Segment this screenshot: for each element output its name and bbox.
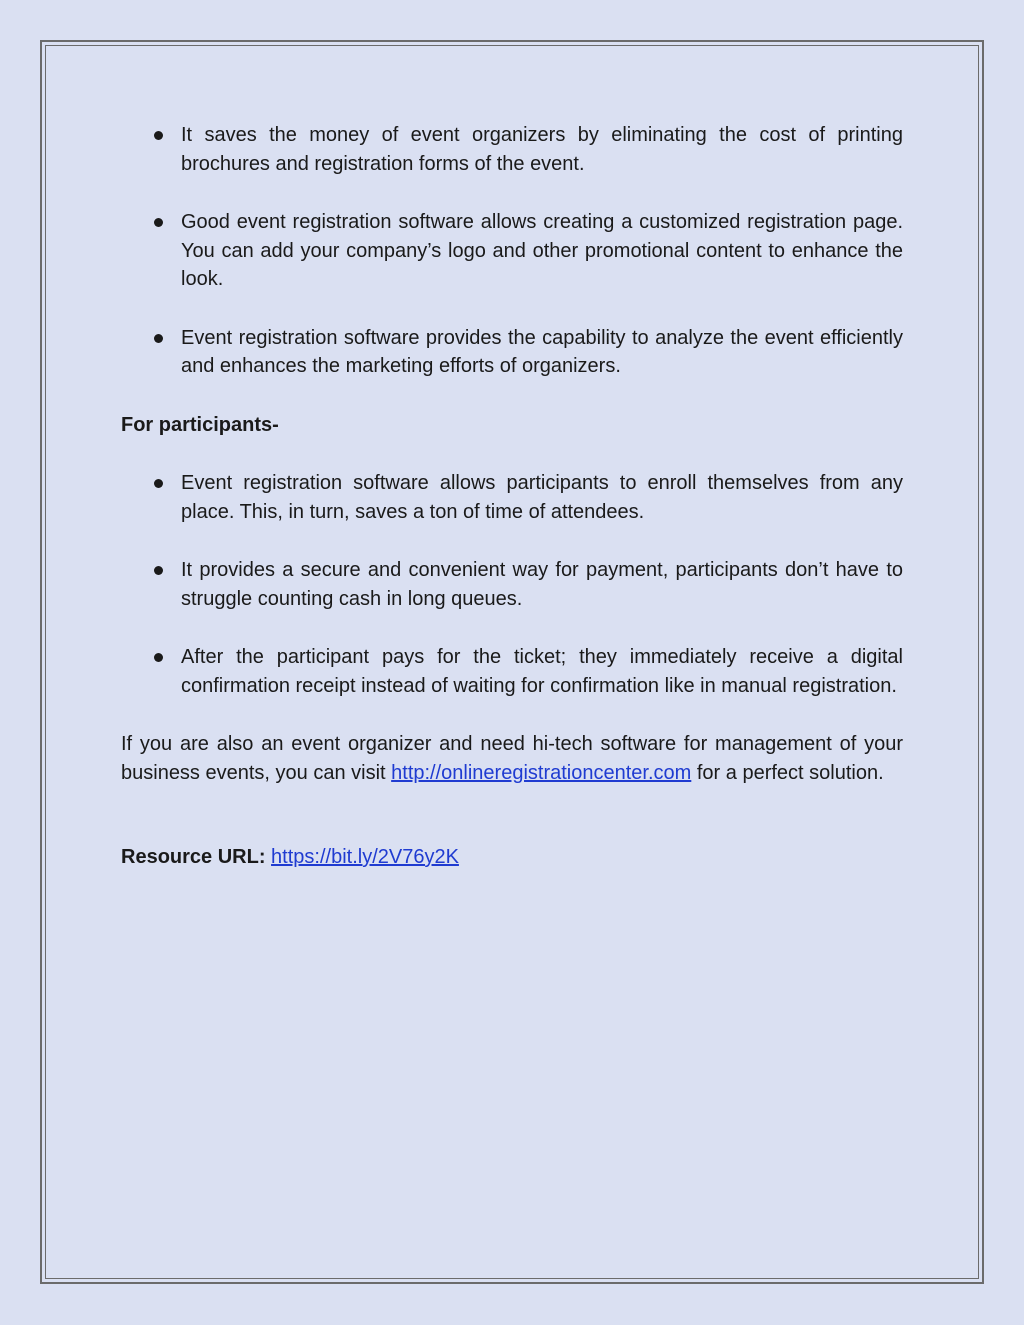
resource-label: Resource URL: [121, 846, 266, 868]
bullet-icon [154, 218, 163, 227]
participants-heading: For participants- [121, 413, 279, 436]
list-item [121, 643, 903, 700]
bullet-text: It saves the money of event organizers by eliminating the cost of printing brochures and registration forms of the event. [181, 124, 903, 175]
list-item [121, 469, 903, 526]
bullet-icon [154, 131, 163, 140]
bullet-icon [154, 653, 163, 662]
organizer-bullet-list [121, 121, 903, 381]
resource-line [121, 843, 903, 872]
registration-center-link[interactable]: http://onlineregistrationcenter.com [391, 761, 692, 784]
list-item [121, 121, 903, 178]
closing-paragraph [121, 730, 903, 787]
list-item [121, 208, 903, 294]
bullet-icon [154, 566, 163, 575]
resource-link[interactable]: https://bit.ly/2V76y2K [271, 846, 459, 868]
bullet-text: It provides a secure and convenient way for payment, participants don’t have to struggle counting cash in long queues. [181, 559, 903, 610]
list-item [121, 556, 903, 613]
closing-text-after: for a perfect solution. [691, 761, 884, 784]
document-body [121, 121, 903, 872]
bullet-text: Good event registration software allows creating a customized registration page. You can add your company’s logo and other promotional content to enhance the look. [181, 211, 903, 290]
participant-bullet-list [121, 469, 903, 700]
bullet-text: Event registration software provides the capability to analyze the event efficiently and enhances the marketing efforts of organizers. [181, 326, 903, 377]
closing-text-before: If you are also an event organizer and need hi-tech software for management of your business events, you can visit [121, 733, 903, 784]
bullet-text: Event registration software allows participants to enroll themselves from any place. This, in turn, saves a ton of time of attendees. [181, 472, 903, 523]
bullet-icon [154, 334, 163, 343]
list-item [121, 324, 903, 381]
bullet-icon [154, 479, 163, 488]
bullet-text: After the participant pays for the ticket; they immediately receive a digital confirmation receipt instead of waiting for confirmation like in manual registration. [181, 646, 903, 697]
